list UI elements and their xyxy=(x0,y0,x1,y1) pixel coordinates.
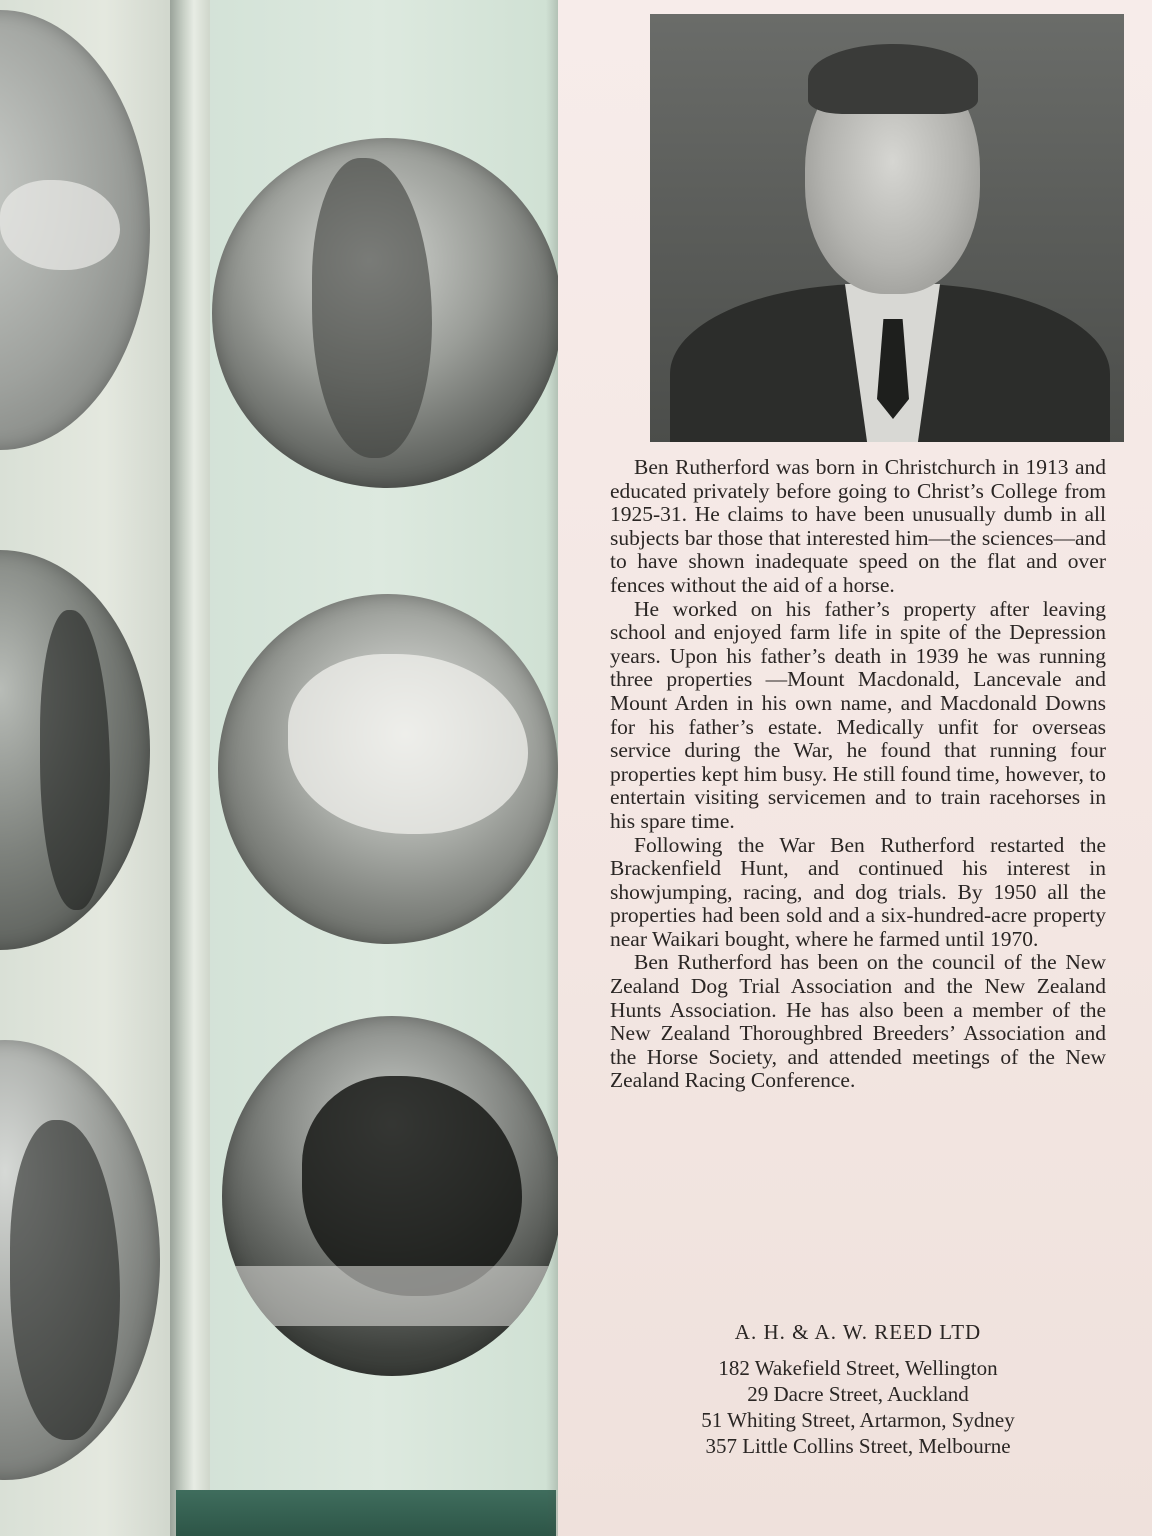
horse-photo-circle xyxy=(212,138,562,488)
bio-paragraph: He worked on his father’s property after leaving school and enjoyed farm life in spite of the Depression years. Upon his father’s death in 1939 he was running three properties —Mount Macdonald, Lancevale and Mount Arden in his own name, and Macdonald Downs for his father’s estate. Medically unfit for overseas service during the War, he found that running four properties kept him busy. He still found time, however, to entertain visiting servicemen and to train racehorses in his spare time. xyxy=(610,596,1106,833)
publisher-address: 182 Wakefield Street, Wellington xyxy=(718,1356,998,1380)
publisher-address: 51 Whiting Street, Artarmon, Sydney xyxy=(701,1408,1015,1432)
bio-paragraph: Ben Rutherford has been on the council of the New Zealand Dog Trial Association and the New Zealand Hunts Association. He has also been a member of the New Zealand Thoroughbred Breeders’ Association and the Horse Society, and attended meetings of the New Zealand Racing Conference. xyxy=(610,950,1106,1093)
green-cover-edge xyxy=(176,1490,556,1536)
publisher-name: A. H. & A. W. REED LTD xyxy=(734,1320,982,1344)
book-gutter xyxy=(170,0,210,1536)
bio-paragraph: Ben Rutherford was born in Christchurch in 1913 and educated privately before going to Christ’s College from 1925-31. He claims to have been unusually dumb in all subjects bar those that interested him—the sciences—and to have shown inadequate speed on the flat and over fences without the aid of a horse. xyxy=(610,455,1106,597)
horse-photo-circle xyxy=(218,594,558,944)
portrait-hair xyxy=(808,44,978,114)
publisher-address: 29 Dacre Street, Auckland xyxy=(747,1382,969,1406)
horse-photo-circle xyxy=(222,1016,562,1376)
author-portrait-photo xyxy=(650,14,1124,442)
author-biography xyxy=(610,456,1106,1093)
publisher-address: 357 Little Collins Street, Melbourne xyxy=(705,1434,1011,1458)
bio-paragraph: Following the War Ben Rutherford restarted the Brackenfield Hunt, and continued his interest in showjumping, racing, and dog trials. By 1950 all the properties had been sold and a six-hundred-acre property near Waikari bought, where he farmed until 1970. xyxy=(610,832,1106,951)
publisher-block xyxy=(610,1320,1106,1459)
